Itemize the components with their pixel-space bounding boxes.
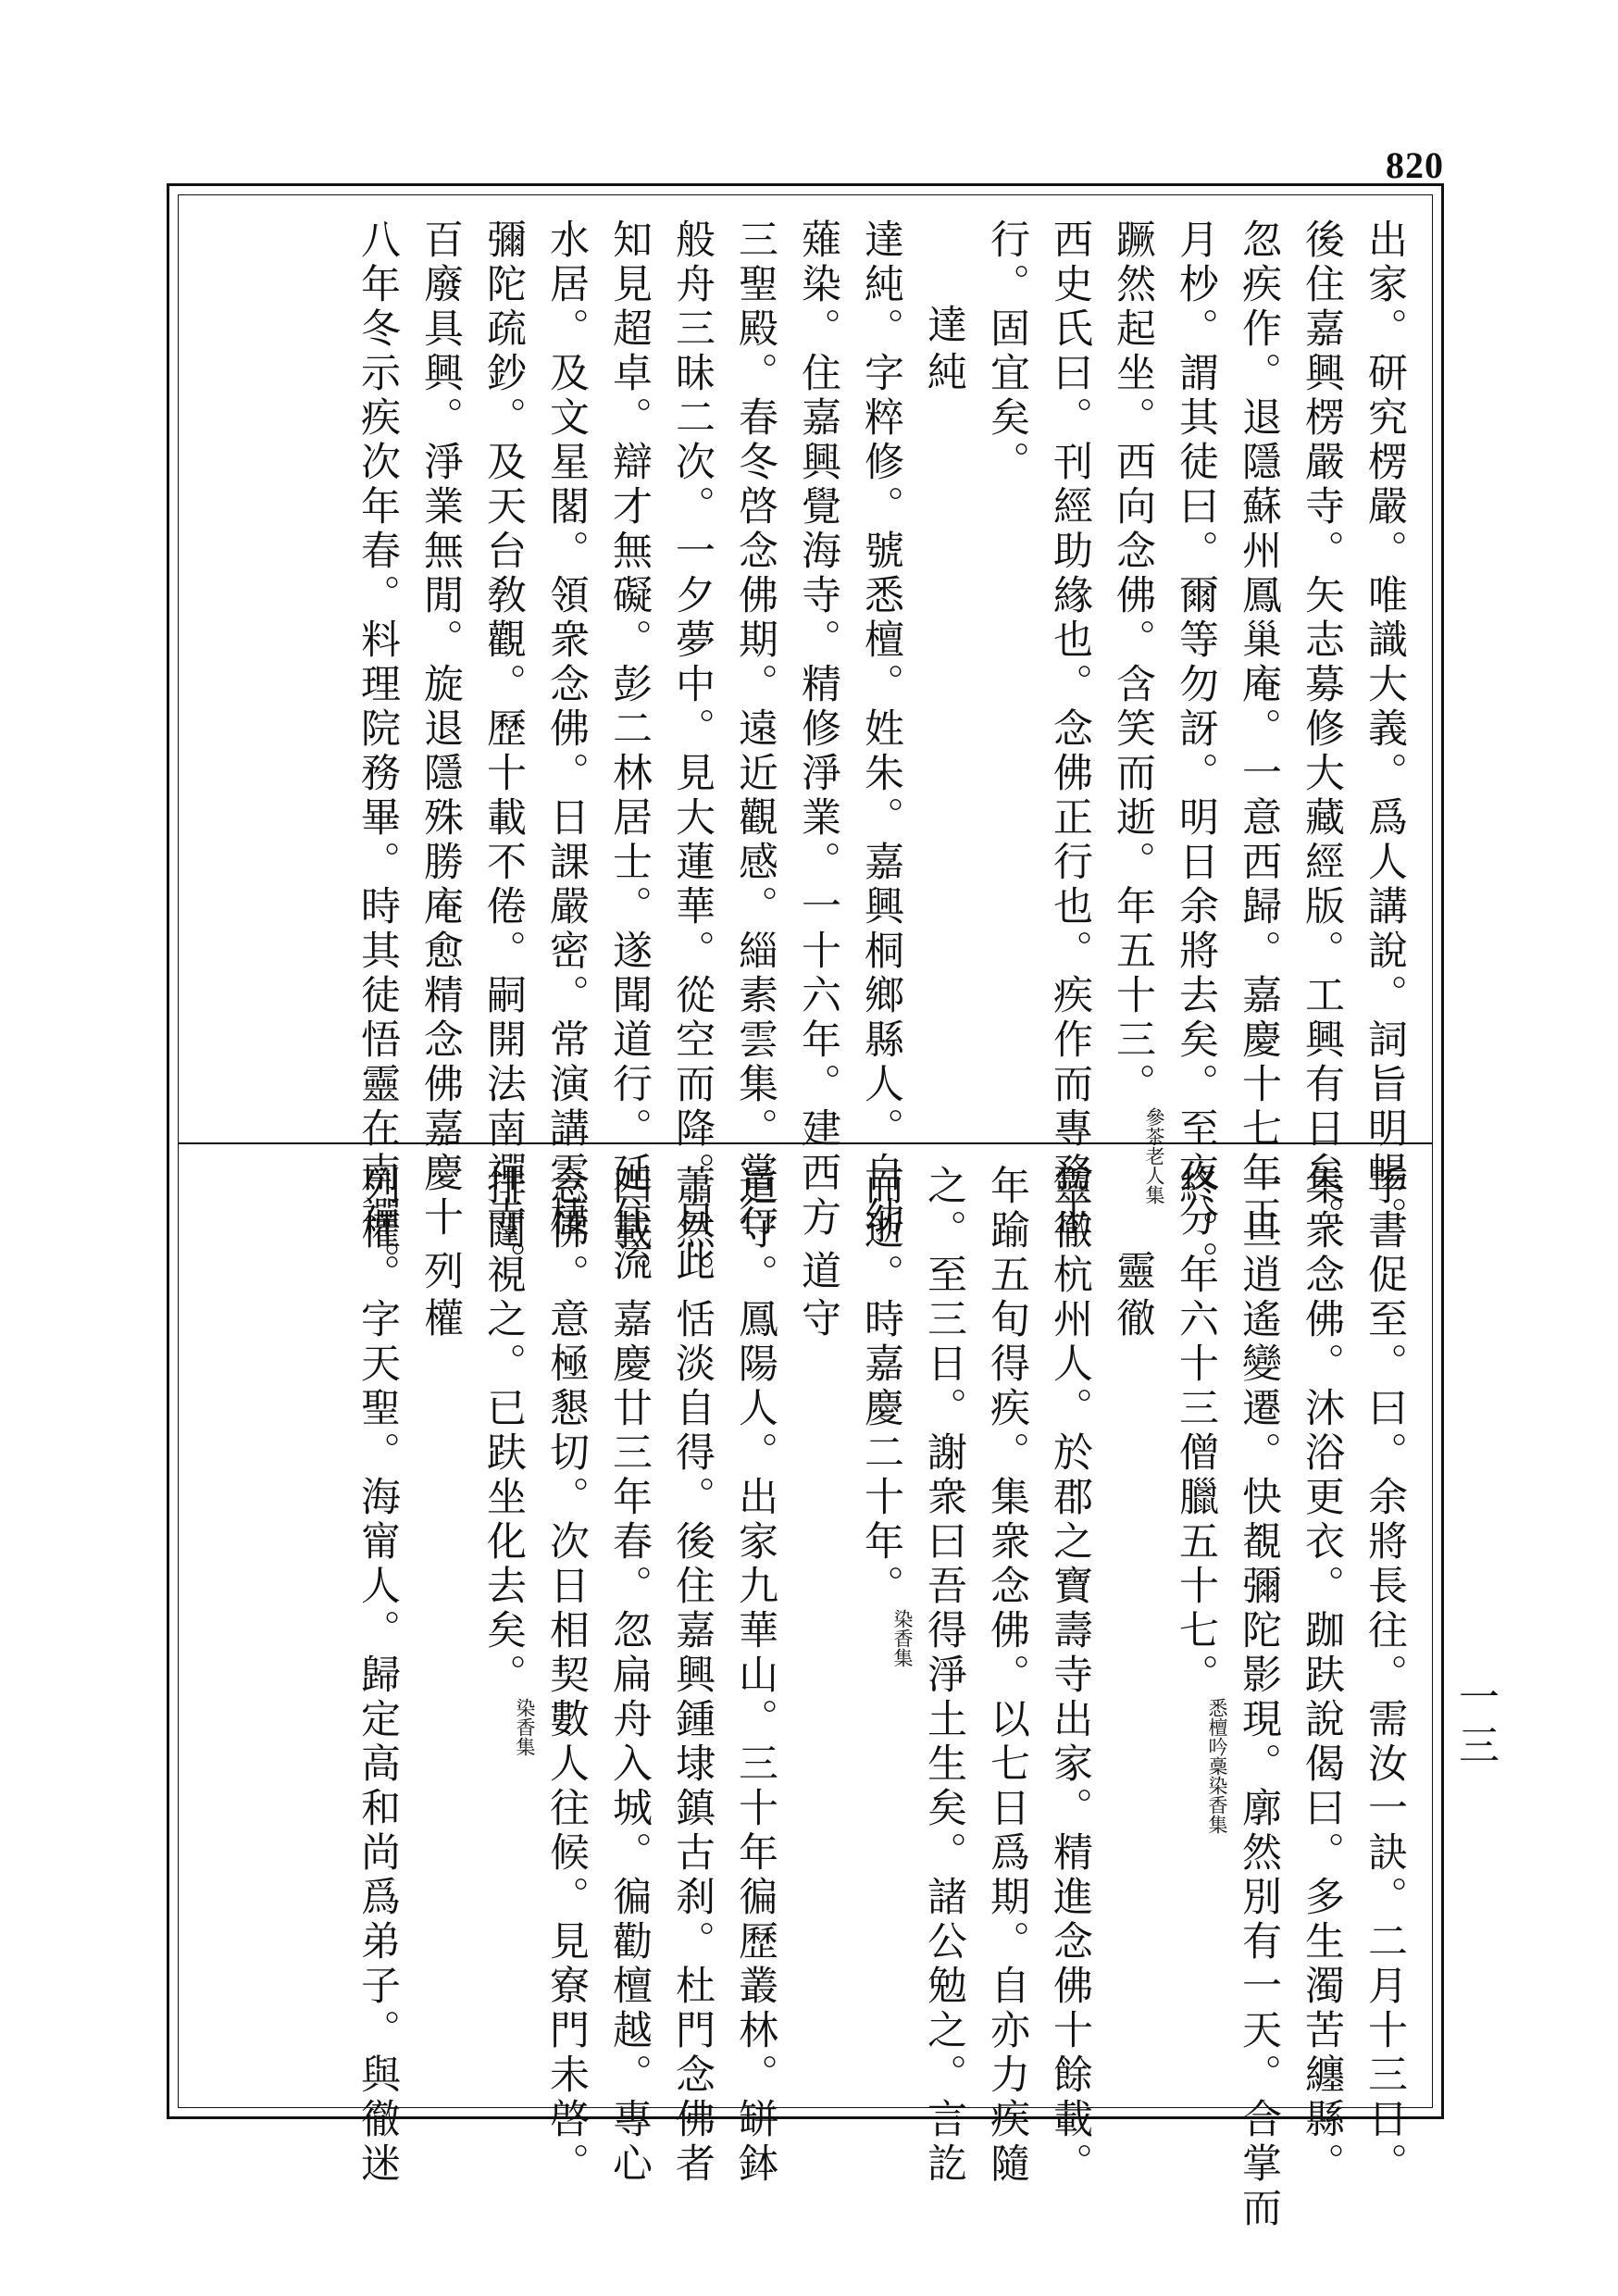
- column-text: 月杪。謂其徒曰。爾等勿訝。明日余將去矣。至夜分。: [1173, 218, 1219, 1285]
- column-text: 後住嘉興楞嚴寺。矢志募修大藏經版。工興有日矣。: [1299, 218, 1345, 1241]
- text-column: [787, 218, 850, 1241]
- column-text: 列權。字天聖。海甯人。歸定高和尚爲弟子。與徹迷: [355, 1165, 401, 2187]
- text-column: [913, 1165, 976, 2187]
- text-column: [1290, 218, 1353, 1241]
- text-column: [346, 218, 409, 1285]
- text-column: [850, 218, 913, 1241]
- column-text: 達純。字粹修。號悉檀。姓朱。嘉興桐鄉縣人。自幼: [858, 218, 904, 1241]
- column-text: 四載。嘉慶廿三年春。忽扁舟入城。徧勸檀越。專心: [606, 1165, 653, 2187]
- text-column: [1039, 218, 1101, 1241]
- column-text: 之。至三日。謝衆曰吾得淨土生矣。諸公勉之。言訖: [921, 1165, 967, 2187]
- column-text: 排闥視之。已趺坐化去矣。: [480, 1165, 527, 1698]
- text-column: [409, 218, 472, 1241]
- text-column: [1164, 1165, 1227, 2072]
- column-text: 一旦逍遙變遷。快覩彌陀影現。廓然別有一天。合掌而: [1236, 1165, 1282, 2231]
- column-text: 薙染。住嘉興覺海寺。精修淨業。一十六年。建西方: [795, 218, 841, 1241]
- text-column: [976, 218, 1039, 1126]
- text-column: [598, 1165, 661, 2187]
- column-text: 靈徹杭州人。於郡之寶壽寺出家。精進念佛十餘載。: [1047, 1165, 1093, 2187]
- text-column: [1164, 218, 1227, 1285]
- column-text: 出家。研究楞嚴。唯識大義。爲人講說。詞旨明暢。: [1362, 218, 1408, 1241]
- heading-text: 靈徹: [1110, 1250, 1156, 1344]
- column-text: 八年冬示疾次年春。料理院務畢。時其徒悟靈在南禪。: [355, 218, 401, 1285]
- heading-text: 列權: [417, 1250, 464, 1344]
- column-text: 終。年六十三僧臘五十七。: [1173, 1165, 1219, 1698]
- section-heading: [787, 1165, 850, 2072]
- column-text: 彌陀疏鈔。及天台敎觀。歷十載不倦。嗣開法南禪寺。: [480, 218, 527, 1285]
- source-note: 悉檀吟稾染香集: [1206, 1698, 1228, 1834]
- column-text: 手書促至。曰。余將長往。需汝一訣。二月十三日。: [1362, 1165, 1408, 2187]
- folio-side-label: 一三: [1451, 1676, 1499, 1772]
- upper-register: [190, 218, 1416, 1285]
- text-column: [1039, 1165, 1101, 2187]
- text-column: [472, 1165, 535, 2072]
- text-column: [598, 218, 661, 1285]
- text-column: [346, 1165, 409, 2187]
- text-column: [1353, 1165, 1416, 2187]
- section-heading: [409, 1165, 472, 2072]
- text-column: [724, 218, 787, 1241]
- heading-text: 道守: [795, 1250, 841, 1344]
- text-column: [535, 218, 598, 1241]
- column-text: 三聖殿。春冬啓念佛期。遠近觀感。緇素雲集。嘗行: [732, 218, 778, 1241]
- text-column: [661, 218, 724, 1285]
- column-text: 年踰五旬得疾。集衆念佛。以七日爲期。自亦力疾隨: [984, 1165, 1030, 2187]
- column-text: 行。固宜矣。: [984, 218, 1030, 485]
- column-text: 忽疾作。退隱蘇州鳳巢庵。一意西歸。嘉慶十七年正: [1236, 218, 1282, 1241]
- text-column: [472, 218, 535, 1285]
- text-column: [850, 1165, 913, 2072]
- text-column: [1101, 218, 1165, 1204]
- column-text: 般舟三昧二次。一夕夢中。見大蓮華。從空而降。自此: [669, 218, 716, 1285]
- source-note: 參茶老人集: [1143, 1107, 1165, 1204]
- text-column: [1227, 1165, 1290, 2231]
- column-text: 蹶然起坐。西向念佛。含笑而逝。年五十三。: [1110, 218, 1156, 1107]
- column-text: 知見超卓。辯才無礙。彭二林居士。遂聞道行。延住流: [606, 218, 653, 1285]
- text-column: [1353, 218, 1416, 1241]
- column-text: 集衆念佛。沐浴更衣。跏趺說偈曰。多生濁苦纏縣。: [1299, 1165, 1345, 2187]
- column-text: 蕭然。恬淡自得。後住嘉興鍾埭鎮古刹。杜門念佛者: [669, 1165, 716, 2187]
- page-number: 820: [1386, 144, 1444, 186]
- source-note: 染香集: [891, 1609, 914, 1667]
- text-column: [976, 1165, 1039, 2187]
- text-column: [1227, 218, 1290, 1241]
- column-text: 而逝。時嘉慶二十年。: [858, 1165, 904, 1609]
- column-text: 百廢具興。淨業無閒。旋退隱殊勝庵愈精念佛嘉慶十: [417, 218, 464, 1241]
- section-heading: [913, 218, 976, 1126]
- column-text: 念佛。意極懇切。次日相契數人往候。見寮門未啓。: [543, 1165, 590, 2187]
- heading-text: 達純: [921, 304, 967, 398]
- source-note: 染香集: [514, 1698, 536, 1756]
- section-heading: [1101, 1165, 1164, 2072]
- column-text: 水居。及文星閣。領衆念佛。日課嚴密。常演講雲棲: [543, 218, 590, 1241]
- text-column: [661, 1165, 724, 2187]
- column-text: 西史氏曰。刊經助緣也。念佛正行也。疾作而專務正: [1047, 218, 1093, 1241]
- column-text: 道守。鳳陽人。出家九華山。三十年徧歷叢林。缾鉢: [732, 1165, 778, 2187]
- text-column: [724, 1165, 787, 2187]
- text-column: [1290, 1165, 1353, 2187]
- lower-register: [190, 1165, 1416, 2231]
- text-column: [535, 1165, 598, 2187]
